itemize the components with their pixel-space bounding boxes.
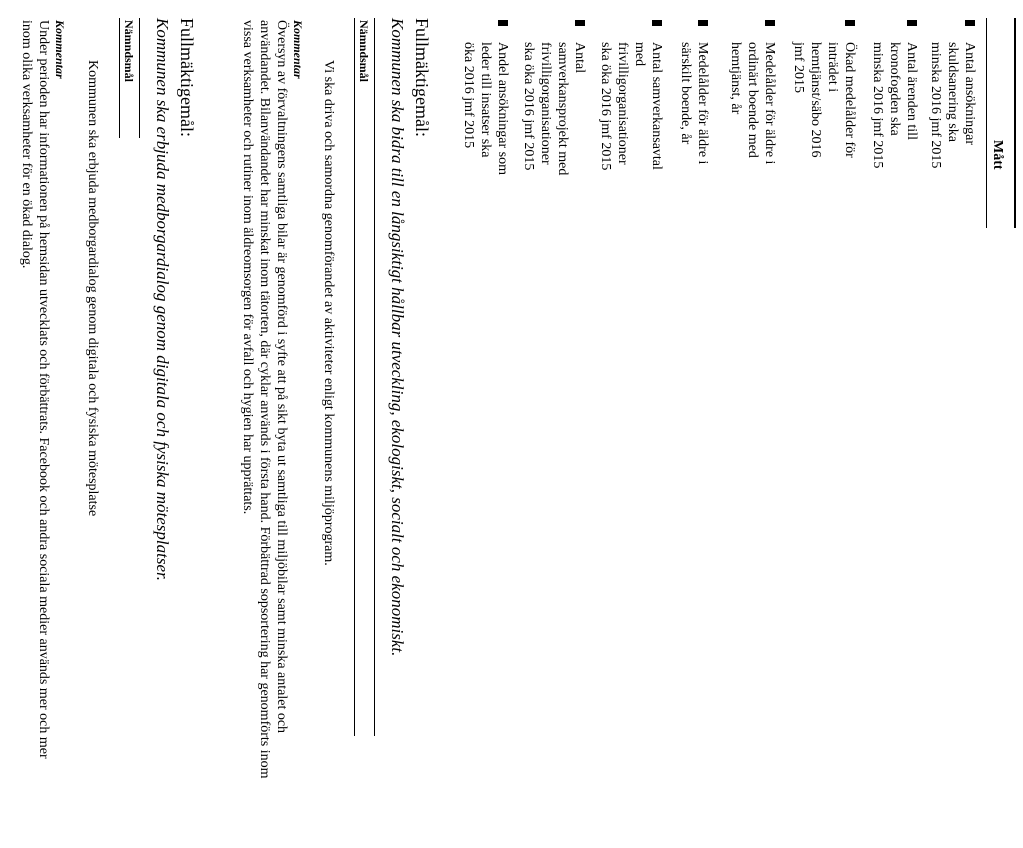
matt-header: Mått (990, 140, 1005, 170)
scanned-page: Mått Antal ansökningar skuldsanering ska minska 2016 jmf 2015 Antal ärenden till kronofogden ska minska 2016 jmf 2015 Ökad medelålder för inträdet i hemtjänst/säbo 2016 jmf 2015 Medelålder för äldre i ordinärt boende med hemtjänst, år Medelålder för äldre i särskilt boende, år Antal samverkansavtal med frivilligorganisationer ska öka 2016 jmf 2015 Antal samverkansprojekt med frivilligorganisationer ska öka 2016 jmf 2015 Andel ansökningar som leder till insatser ska öka 2016 jmf 2015 Fullmäktigemål: Kommunen ska bidra till en långsiktigt hållbar utveckling, ekologiskt, socialt och ekonomiskt. Nämndsmål Vi ska driva och samordna genomförandet av aktiviteter enligt kommunens miljöprogram. Kommentar Översyn av förvaltningens samtliga bilar är genomförd i syfte att på sikt byta ut samtliga till miljöbilar samt minska antalet och användandet. Bilanvändandet har minskat inom tätorten, där cyklar används i första hand. Förbättrad sopsortering har genomförts inom vissa verksamheter och rutiner inom äldreomsorgen för avfall och hygien har upprättats. Fullmäktigemål: Kommunen ska erbjuda medborgardialog genom digitala och fysiska mötesplatser. Nämndsmål Kommunen ska erbjuda medborgardialog genom digitala och fysiska mötesplatse Kommentar Under perioden har informationen på hemsidan utvecklats och förbättrats. Facebook och andra sociala medier används mer och mer inom olika verksamheter för en ökad dialog. (0, 0, 1023, 848)
kommentar-line: Översyn av förvaltningens samtliga bilar är genomförd i syfte att på sikt byta ut samtliga till miljöbilar samt minska antalet och (274, 20, 289, 734)
goal-text: Kommunen ska bidra till en långsiktigt hållbar utveckling, ekologiskt, socialt och ekonomiskt. (388, 18, 407, 657)
row-marker-icon (698, 20, 708, 26)
goal-label: Fullmäktigemål: (177, 18, 197, 137)
row-marker-icon (652, 20, 662, 26)
goal-label: Fullmäktigemål: (412, 18, 432, 137)
namndsmal-bottom-rule (119, 18, 120, 138)
row-marker-icon (907, 20, 917, 26)
namndsmal-header: Nämndsmål (357, 20, 371, 83)
row-marker-icon (845, 20, 855, 26)
namndsmal-text: Kommunen ska erbjuda medborgardialog genom digitala och fysiska mötesplatse (85, 60, 100, 517)
goal-text: Kommunen ska erbjuda medborgardialog genom digitala och fysiska mötesplatser. (153, 18, 172, 582)
kommentar-line: Under perioden har informationen på hemsidan utvecklats och förbättrats. Facebook och andra sociala medier används mer och mer (36, 20, 51, 759)
kommentar-line: användandet. Bilanvändandet har minskat inom tätorten, där cyklar används i första hand. Förbättrad sopsortering har genomförts inom (257, 20, 272, 779)
kommentar-line: inom olika verksamheter för en ökad dialog. (19, 20, 34, 269)
namndsmal-bottom-rule (354, 18, 355, 736)
table-top-rule (1014, 18, 1016, 228)
row-marker-icon (498, 20, 508, 26)
row-marker-icon (765, 20, 775, 26)
table-header-rule (986, 18, 987, 228)
namndsmal-header: Nämndsmål (122, 20, 136, 83)
kommentar-header: Kommentar (291, 20, 305, 79)
row-marker-icon (575, 20, 585, 26)
kommentar-header: Kommentar (53, 20, 67, 79)
kommentar-line: vissa verksamheter och rutiner inom äldreomsorgen för avfall och hygien har upprättats. (240, 20, 255, 515)
row-marker-icon (965, 20, 975, 26)
namndsmal-top-rule (374, 18, 375, 736)
namndsmal-top-rule (139, 18, 140, 138)
namndsmal-text: Vi ska driva och samordna genomförandet av aktiviteter enligt kommunens miljöprogram. (321, 60, 336, 566)
